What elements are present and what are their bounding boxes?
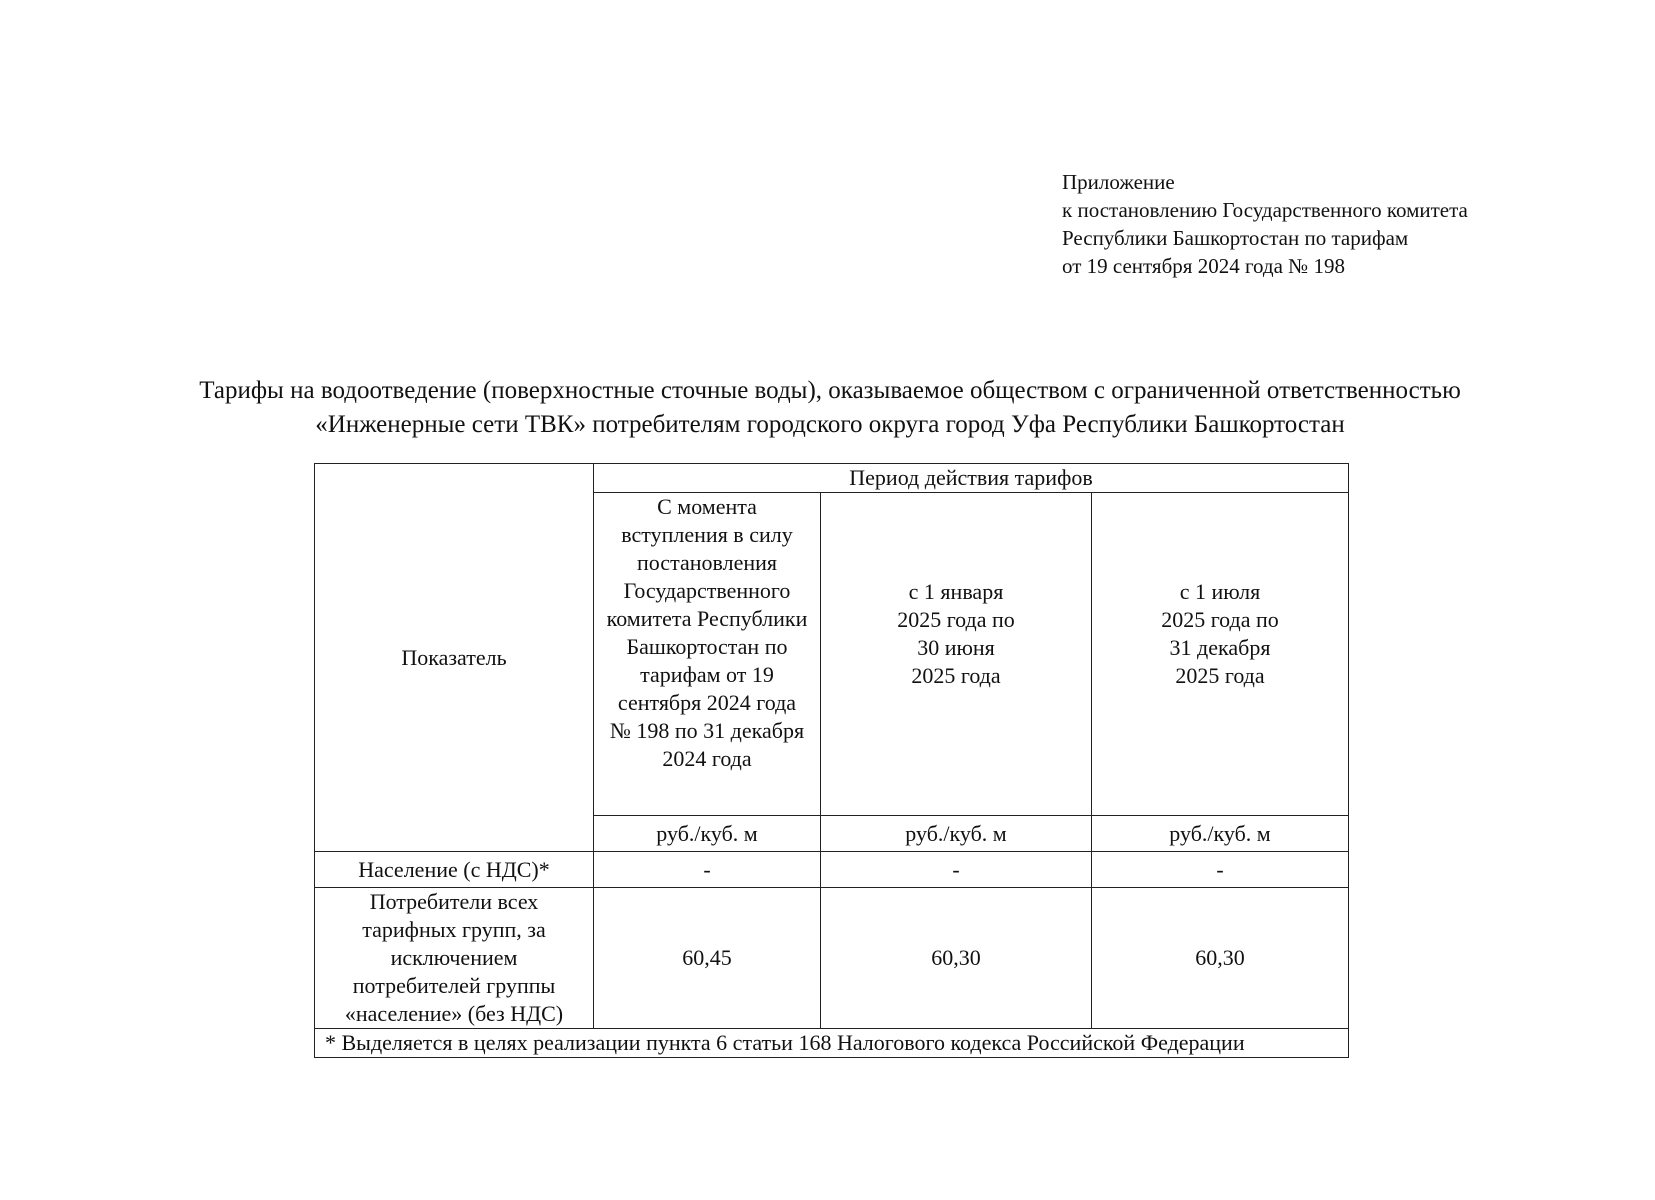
document-title <box>60 374 1600 442</box>
appendix-block <box>1062 168 1468 280</box>
title-line: «Инженерные сети ТВК» потребителям городского округа город Уфа Республики Башкортостан <box>315 411 1345 438</box>
table-footnote-row <box>315 1029 1349 1058</box>
title-line: Тарифы на водоотведение (поверхностные сточные воды), оказываемое обществом с ограниченной ответственностью <box>199 377 1461 404</box>
period-2-header: с 1 января 2025 года по 30 июня 2025 года <box>821 493 1092 816</box>
unit-cell: руб./куб. м <box>821 816 1092 852</box>
appendix-line: Приложение <box>1062 170 1175 194</box>
unit-cell: руб./куб. м <box>594 816 821 852</box>
row-label: Потребители всех тарифных групп, за исключением потребителей группы «население» (без НДС) <box>315 888 594 1029</box>
table-row <box>315 888 1349 1029</box>
period-header: Период действия тарифов <box>594 464 1349 493</box>
appendix-line: от 19 сентября 2024 года № 198 <box>1062 254 1345 278</box>
value-cell: 60,30 <box>1092 888 1349 1029</box>
tariffs-table <box>314 463 1349 1058</box>
value-cell: - <box>594 852 821 888</box>
appendix-line: Республики Башкортостан по тарифам <box>1062 226 1409 250</box>
footnote: * Выделяется в целях реализации пункта 6 статьи 168 Налогового кодекса Российской Федерации <box>315 1029 1349 1058</box>
value-cell: - <box>821 852 1092 888</box>
period-3-header: с 1 июля 2025 года по 31 декабря 2025 года <box>1092 493 1349 816</box>
table-header-row <box>315 464 1349 493</box>
value-cell: 60,30 <box>821 888 1092 1029</box>
unit-cell: руб./куб. м <box>1092 816 1349 852</box>
table-row <box>315 852 1349 888</box>
value-cell: - <box>1092 852 1349 888</box>
indicator-header: Показатель <box>315 464 594 852</box>
period-1-header: С момента вступления в силу постановления Государственного комитета Республики Башкортостан по тарифам от 19 сентября 2024 года № 198 по 31 декабря 2024 года <box>594 493 821 816</box>
row-label: Население (с НДС)* <box>315 852 594 888</box>
appendix-line: к постановлению Государственного комитета <box>1062 198 1468 222</box>
value-cell: 60,45 <box>594 888 821 1029</box>
